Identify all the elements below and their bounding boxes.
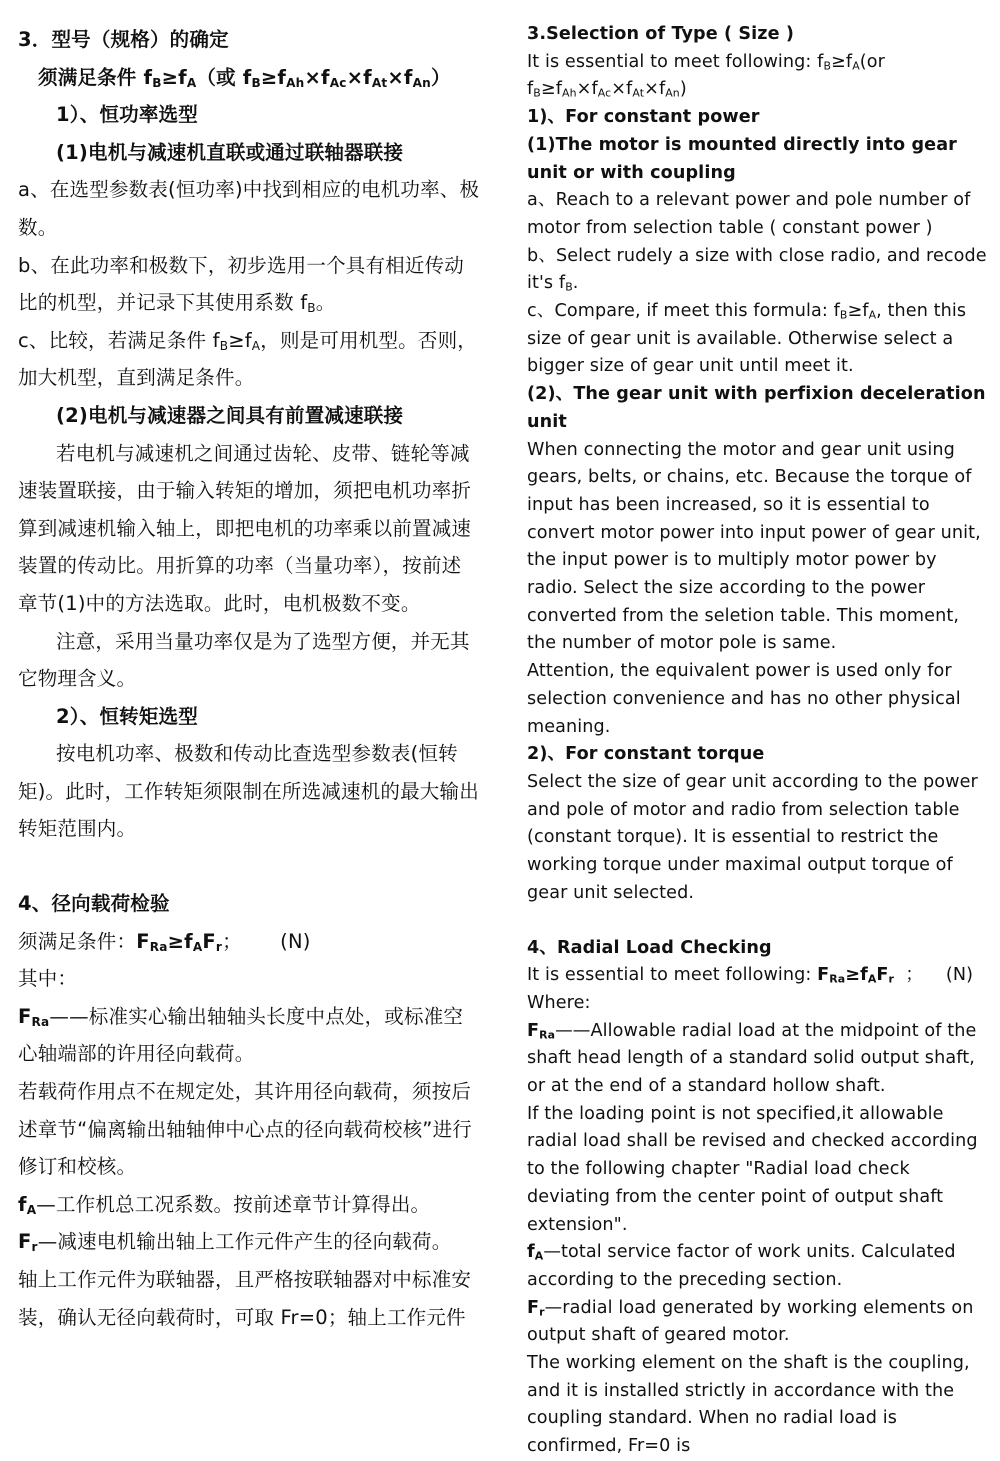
section-4-condition-zh: 须满足条件：$F_{Ra}\ge f_AF_r$； (N) (18, 929, 311, 954)
section-3-1-1-heading-zh: (1)电机与减速机直联或通过联轴器联接 (56, 140, 404, 164)
definition-fra-en: $F_{Ra}——Allowable$ radial load at the midpoint of the shaft head length of a standard solid output shaft, or at the end of a standard hollow shaft. (527, 1020, 977, 1097)
section-3-1-heading-zh: 1）、恒功率选型 (56, 103, 198, 127)
spacer (18, 848, 480, 885)
section-3-title-zh: 3．型号（规格）的确定 (18, 28, 229, 51)
paragraph-coupling-en: The working element on the shaft is the coupling, and it is installed strictly in accordance with the coupling standard. When no radial load is confirmed, Fr=0 is (527, 1353, 970, 1457)
paragraph-loading-point-zh: 若载荷作用点不在规定处，其许用径向载荷，须按后述章节“偏离输出轴轴伸中心点的径向载荷校核”进行修订和校核。 (18, 1080, 473, 1179)
where-label-zh: 其中： (18, 967, 78, 991)
section-3-2-heading-en: 2)、For constant torque (527, 744, 765, 765)
section-3-condition-zh: 须满足条件 $f_B\ge f_A$（或 $f_B\ge f_{Ah}\times f_{Ac}\times f_{At}\times f_{An}$） (38, 65, 451, 90)
section-3-2-heading-zh: 2）、恒转矩选型 (56, 704, 198, 728)
paragraph-constant-torque-zh: 按电机功率、极数和传动比查选型参数表(恒转矩)。此时，工作转矩须限制在所选减速机的最大输出转矩范围内。 (18, 742, 479, 841)
section-3-1-2-heading-en: (2)、The gear unit with perfixion deceleration unit (527, 384, 986, 432)
section-3-title-en: 3.Selection of Type ( Size ) (527, 24, 795, 44)
step-a-en: a、Reach to a relevant power and pole number of motor from selection table ( constant power ) (527, 190, 971, 238)
section-4-title-en: 4、Radial Load Checking (527, 937, 772, 958)
section-4-title-zh: 4、径向载荷检验 (18, 892, 170, 916)
definition-fr-zh: $F_r—$减速电机输出轴上工作元件产生的径向载荷。 (18, 1230, 452, 1255)
step-c-zh: c、比较，若满足条件 $f_B\ge f_A$，则是可用机型。否则，加大机型，直到满足条件。 (18, 328, 477, 390)
spacer (527, 908, 989, 935)
where-label-en: Where: (527, 992, 591, 1013)
section-3-1-heading-en: 1)、For constant power (527, 107, 760, 128)
paragraph-constant-torque-en: Select the size of gear unit according to the power and pole of motor and radio from selection table (constant torque). It is essential to restrict the working torque under maximal output torque of gear unit selected. (527, 771, 978, 903)
paragraph-attention-zh: 注意，采用当量功率仅是为了选型方便，并无其它物理含义。 (18, 629, 470, 691)
paragraph-coupling-zh: 轴上工作元件为联轴器，且严格按联轴器对中标准安装，确认无径向载荷时，可取 Fr=0；轴上工作元件 (18, 1268, 472, 1329)
paragraph-loading-point-en: If the loading point is not specified,it allowable radial load shall be revised and checked according to the following chapter "Radial load check deviating from the center point of output shaft extension". (527, 1103, 978, 1235)
step-c-en: c、Compare, if meet this formula: $f_B\ge f_A$, then this size of gear unit is available. Otherwise select a bigger size of gear unit until meet it. (527, 301, 967, 377)
definition-fra-zh: $F_{Ra}——$标准实心输出轴轴头长度中点处，或标准空心轴端部的许用径向载荷。 (18, 1004, 464, 1066)
paragraph-prereduction-zh: 若电机与减速机之间通过齿轮、皮带、链轮等减速装置联接，由于输入转矩的增加，须把电机功率折算到减速机输入轴上，即把电机的功率乘以前置减速装置的传动比。用折算的功率（当量功率），按前述章节(1)中的方法选取。此时，电机极数不变。 (18, 441, 472, 615)
section-4-condition-en: It is essential to meet following: $F_{Ra}\ge f_AF_r$ ； (N) (527, 965, 974, 986)
section-3-1-1-heading-en: (1)The motor is mounted directly into gear unit or with coupling (527, 134, 957, 183)
paragraph-prereduction-en: When connecting the motor and gear unit using gears, belts, or chains, etc. Because the torque of input has been increased, so it is essential to convert motor power into input power of gear unit, the input power is to multiply motor power by radio. Select the size according to the power converted from the seletion table. This moment, the number of motor pole is same. (527, 439, 981, 654)
definition-fr-en: $F_r—radial$ load generated by working elements on output shaft of geared motor. (527, 1297, 974, 1346)
definition-fa-en: $f_A—total$ service factor of work units. Calculated according to the preceding section. (527, 1242, 956, 1290)
section-3-condition-en: It is essential to meet following: $f_B\ge f_A(or$ $f_B\ge f_{Ah}\times f_{Ac}\times f_{At}\times f_{An}$) (527, 51, 885, 101)
definition-fa-zh: $f_A—$工作机总工况系数。按前述章节计算得出。 (18, 1192, 431, 1217)
paragraph-attention-en: Attention, the equivalent power is used only for selection convenience and has no other physical meaning. (527, 661, 961, 737)
step-b-en: b、Select rudely a size with close radio, and recode it's $f_B$. (527, 245, 987, 295)
step-b-zh: b、在此功率和极数下，初步选用一个具有相近传动比的机型，并记录下其使用系数 $f_B$。 (18, 253, 464, 316)
section-3-1-2-heading-zh: (2)电机与减速器之间具有前置减速联接 (56, 403, 404, 427)
step-a-zh: a、在选型参数表(恒功率)中找到相应的电机功率、极数。 (18, 178, 480, 239)
